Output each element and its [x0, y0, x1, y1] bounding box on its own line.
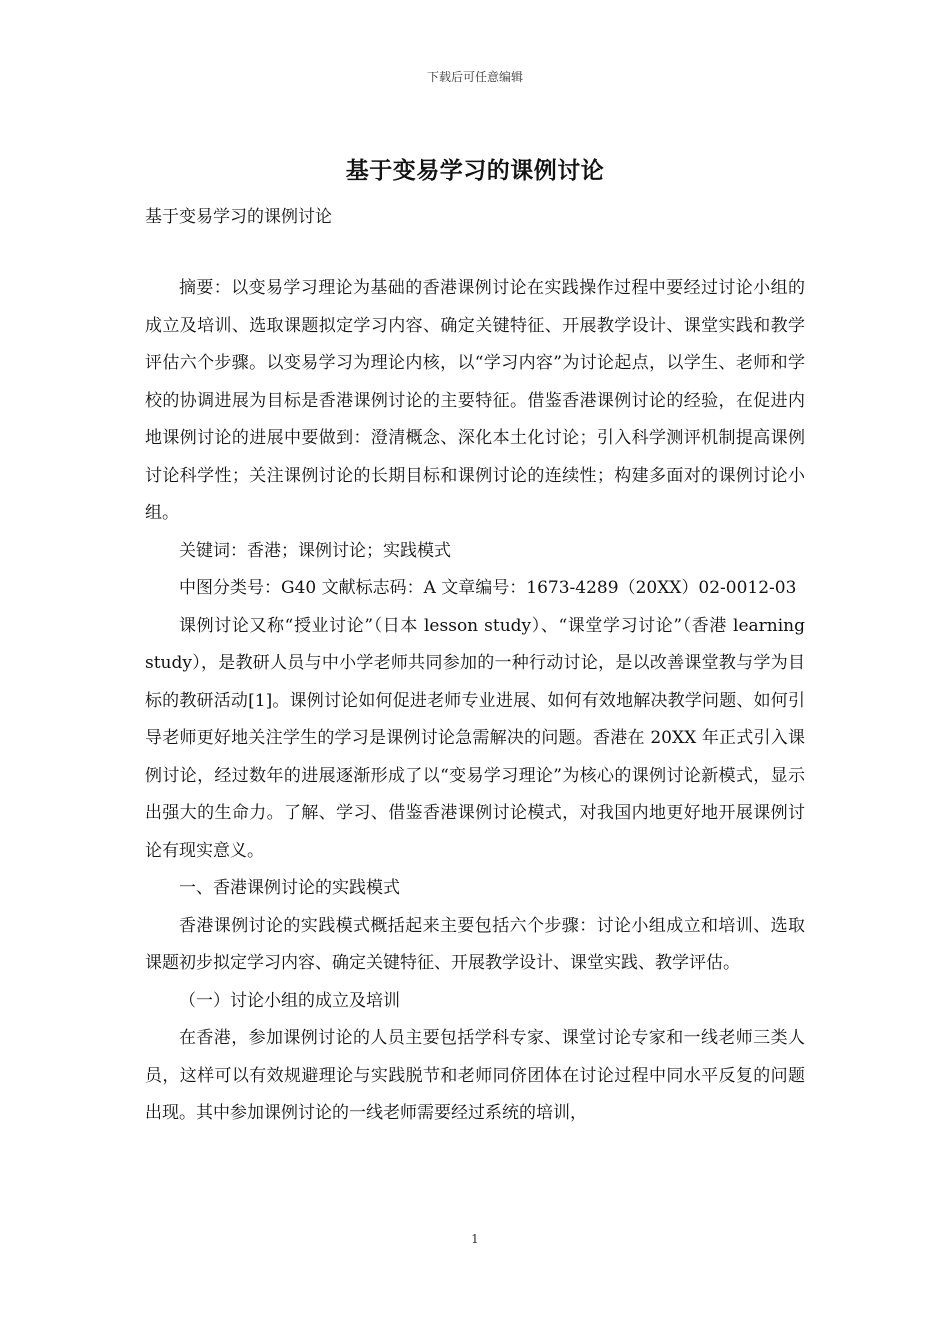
document-title: 基于变易学习的课例讨论 [345, 157, 605, 184]
intro-paragraph: 课例讨论又称“授业讨论”（日本 lesson study）、“课堂学习讨论”（香港 learning study），是教研人员与中小学老师共同参加的一种行动讨论，是以改善课堂教与学为目标的教研活动[1]。课例讨论如何促进老师专业进展、如何有效地解决教学问题、如何引导老师更好地关注学生的学习是课例讨论急需解决的问题。香港在 20XX 年正式引入课例讨论，经过数年的进展逐渐形成了以“变易学习理论”为核心的课例讨论新模式，显示出强大的生命力。了解、学习、借鉴香港课例讨论模式，对我国内地更好地开展课例讨论有现实意义。 [145, 615, 805, 861]
abstract-paragraph: 摘要：以变易学习理论为基础的香港课例讨论在实践操作过程中要经过讨论小组的成立及培训、选取课题拟定学习内容、确定关键特征、开展教学设计、课堂实践和教学评估六个步骤。以变易学习为理论内核，以“学习内容”为讨论起点，以学生、老师和学校的协调进展为目标是香港课例讨论的主要特征。借鉴香港课例讨论的经验，在促进内地课例讨论的进展中要做到：澄清概念、深化本土化讨论；引入科学测评机制提高课例讨论科学性；关注课例讨论的长期目标和课例讨论的连续性；构建多面对的课例讨论小组。 [145, 278, 805, 523]
document-body [145, 270, 805, 1133]
section-heading-1: 一、香港课例讨论的实践模式 [179, 878, 400, 898]
document-subtitle: 基于变易学习的课例讨论 [145, 207, 332, 227]
subsection-heading-1: （一）讨论小组的成立及培训 [179, 990, 400, 1011]
classification-paragraph: 中图分类号：G40 文献标志码：A 文章编号：1673-4289（20XX）02-0012-03 [179, 578, 797, 598]
keywords-paragraph: 关键词：香港；课例讨论；实践模式 [179, 540, 451, 561]
page-number: 1 [471, 1232, 479, 1246]
section-1-paragraph: 香港课例讨论的实践模式概括起来主要包括六个步骤：讨论小组成立和培训、选取课题初步拟定学习内容、确定关键特征、开展教学设计、课堂实践、教学评估。 [145, 915, 805, 973]
page-header: 下载后可任意编辑 [426, 70, 523, 84]
subsection-1-paragraph: 在香港，参加课例讨论的人员主要包括学科专家、课堂讨论专家和一线老师三类人员，这样可以有效规避理论与实践脱节和老师同侪团体在讨论过程中同水平反复的问题出现。其中参加课例讨论的一线老师需要经过系统的培训， [145, 1028, 805, 1123]
